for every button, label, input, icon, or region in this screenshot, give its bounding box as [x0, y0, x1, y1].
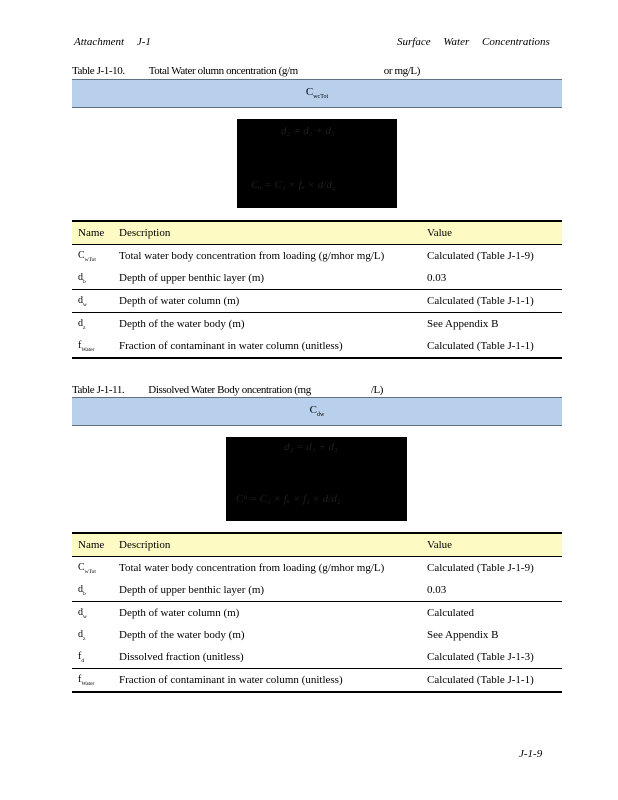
- row-value: See Appendix B: [427, 318, 499, 330]
- header-word: Concentrations: [481, 36, 550, 48]
- table-row: [72, 313, 562, 336]
- table-row: [72, 669, 562, 693]
- row-value: Calculated (Table J-1-9): [427, 250, 534, 262]
- page-number: J-1-9: [519, 748, 543, 760]
- table-row: [72, 557, 562, 580]
- page-header-right: [397, 36, 560, 48]
- table2-caption: [72, 384, 383, 396]
- table2-caption-id: Table J-1-11.: [72, 384, 125, 396]
- header-word: Surface: [397, 36, 431, 48]
- row-value: Calculated: [427, 607, 475, 619]
- attachment-id: J-1: [136, 36, 151, 48]
- table-row: [72, 267, 562, 290]
- table1-equation-line1: d₂ = d₁ + d₃: [281, 125, 335, 137]
- row-description: Depth of water column (m): [113, 290, 423, 313]
- table-row: [72, 579, 562, 602]
- table2-symbol: $C_{dw}$: [309, 404, 325, 419]
- table-header-row: [72, 221, 562, 245]
- row-description: Depth of upper benthic layer (m): [113, 579, 423, 602]
- row-symbol: $f_d$: [72, 646, 113, 669]
- row-value: 0.03: [423, 267, 562, 290]
- table2-equation-line2: Cᵈ = C₁ × fᵤ × f₁ × d/d₂: [236, 493, 341, 505]
- col-description-header: Description: [113, 533, 423, 557]
- row-description: Fraction of contaminant in water column (unitless): [113, 669, 423, 693]
- table1-caption: [72, 65, 420, 77]
- col-value-header: Value: [423, 533, 562, 557]
- row-description: Total water body concentration from loading (g/mhor mg/L): [119, 562, 385, 574]
- table1-caption-text: Total Water olumn oncentration (g/m: [148, 65, 298, 77]
- table2-caption-text-b: /L): [370, 384, 384, 396]
- row-symbol: $d_b$: [72, 267, 113, 290]
- row-symbol: $d_z$: [78, 628, 86, 642]
- table2: [72, 532, 562, 693]
- table1: [72, 220, 562, 359]
- row-value: 0.03: [423, 579, 562, 602]
- row-symbol: $f_{Water}$: [72, 335, 113, 358]
- row-description: Fraction of contaminant in water column (unitless): [113, 335, 423, 358]
- col-description-header: Description: [113, 221, 423, 245]
- table-row: [72, 646, 562, 669]
- row-value: Calculated (Table J-1-9): [427, 562, 534, 574]
- col-value-header: Value: [423, 221, 562, 245]
- row-value: See Appendix B: [427, 629, 499, 641]
- table-row: [72, 290, 562, 313]
- row-symbol: $d_w$: [78, 606, 87, 620]
- row-symbol: $d_b$: [72, 579, 113, 602]
- col-name-header: Name: [72, 533, 113, 557]
- table2-equation-image: [226, 437, 407, 521]
- row-value: Calculated (Table J-1-3): [423, 646, 562, 669]
- row-description: Depth of the water body (m): [119, 318, 245, 330]
- row-value: Calculated (Table J-1-1): [423, 290, 562, 313]
- table1-caption-id: Table J-1-10.: [72, 65, 125, 77]
- attachment-label: Attachment: [74, 36, 125, 48]
- row-description: Depth of the water body (m): [119, 629, 245, 641]
- row-value: Calculated (Table J-1-1): [423, 335, 562, 358]
- table-row: [72, 335, 562, 358]
- table1-equation-line2: Cᵤ = C₁ × fᵤ × d/d₂: [251, 179, 336, 191]
- table1-equation-image: [237, 119, 397, 208]
- row-symbol: $f_{Water}$: [72, 669, 113, 693]
- table-row: [72, 602, 562, 625]
- table2-equation-line1: d₂ = d₁ + d₃: [284, 441, 338, 453]
- row-symbol: $C_{wTot}$: [78, 561, 96, 575]
- page-header-left: [74, 36, 161, 48]
- row-value: Calculated (Table J-1-1): [423, 669, 562, 693]
- table2-caption-text: Dissolved Water Body oncentration (mg: [148, 384, 311, 396]
- row-description: Total water body concentration from loading (g/mhor mg/L): [119, 250, 385, 262]
- table1-caption-text-b: or mg/L): [383, 65, 421, 77]
- row-description: Depth of upper benthic layer (m): [113, 267, 423, 290]
- col-name-header: Name: [72, 221, 113, 245]
- header-word: Water: [443, 36, 470, 48]
- table1-title-band: [72, 79, 562, 108]
- row-symbol: $d_z$: [78, 317, 86, 331]
- row-description: Depth of water column (m): [119, 607, 240, 619]
- row-symbol: $C_{wTot}$: [78, 249, 96, 263]
- row-symbol: $d_w$: [72, 290, 113, 313]
- row-description: Dissolved fraction (unitless): [113, 646, 423, 669]
- table-row: [72, 245, 562, 268]
- table1-symbol: $C_{wcTot}$: [305, 86, 329, 101]
- table-header-row: [72, 533, 562, 557]
- table-row: [72, 624, 562, 646]
- table2-title-band: [72, 397, 562, 426]
